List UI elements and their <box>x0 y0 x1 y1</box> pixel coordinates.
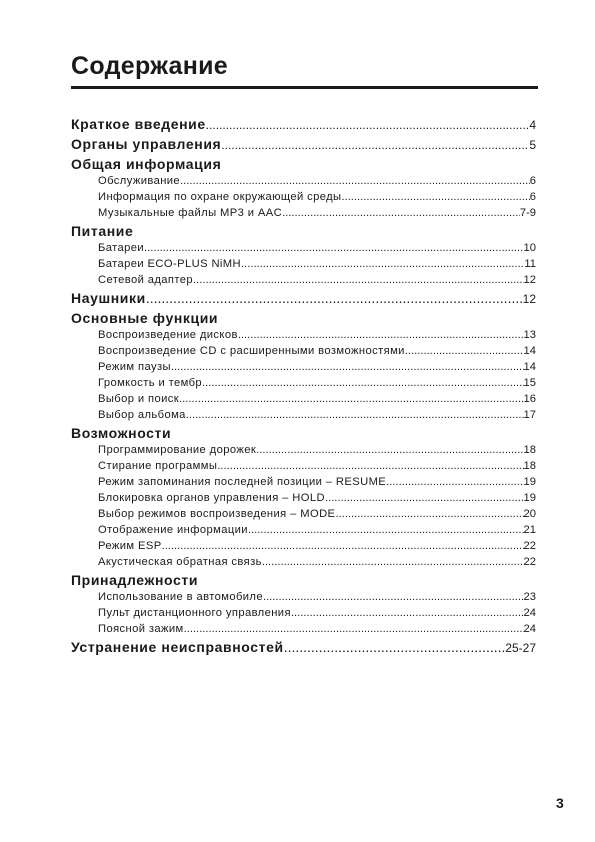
toc-entry <box>71 191 536 207</box>
toc-entry-label: Отображение информации <box>98 524 248 536</box>
dot-leader <box>263 591 524 603</box>
dot-leader <box>202 377 524 389</box>
toc-entry-label: Программирование дорожек <box>98 444 257 456</box>
page-title: Содержание <box>71 52 229 80</box>
toc-entry-page: 4 <box>529 118 536 132</box>
toc-entry-page: 22 <box>523 540 536 552</box>
dot-leader <box>146 290 523 306</box>
dot-leader <box>221 138 529 152</box>
dot-leader <box>282 207 520 219</box>
toc-entry-page: 6 <box>529 191 536 203</box>
dot-leader <box>179 393 524 405</box>
toc-entry-label: Краткое введение <box>71 116 206 132</box>
dot-leader <box>341 191 529 203</box>
toc-section-heading <box>71 572 536 591</box>
dot-leader <box>248 524 524 536</box>
dot-leader <box>241 258 524 270</box>
toc-entry-label: Возможности <box>71 425 172 441</box>
toc-entry-label: Музыкальные файлы MP3 и AAC <box>98 207 283 219</box>
toc-entry-label: Выбор и поиск <box>98 393 180 405</box>
toc-entry-page: 25-27 <box>505 641 536 655</box>
toc-section-heading <box>71 223 536 242</box>
toc-entry-page: 12 <box>523 274 536 286</box>
dot-leader <box>291 607 524 619</box>
toc-entry-label: Блокировка органов управления – HOLD <box>98 492 325 504</box>
toc-entry <box>71 524 536 540</box>
toc-entry-label: Выбор режимов воспроизведения – MODE <box>98 508 336 520</box>
dot-leader <box>405 345 524 357</box>
toc-entry-label: Сетевой адаптер <box>98 274 194 286</box>
toc-entry <box>71 258 536 274</box>
toc-entry <box>71 492 536 508</box>
toc-entry <box>71 444 536 460</box>
toc-entry <box>71 591 536 607</box>
toc-entry-label: Основные функции <box>71 310 219 326</box>
toc-entry-label: Режим паузы <box>98 361 171 373</box>
toc-entry-page: 14 <box>523 361 536 373</box>
toc-entry-page: 20 <box>523 508 536 520</box>
toc-entry-page: 18 <box>523 444 536 456</box>
dot-leader <box>206 118 530 132</box>
toc-entry-label: Обслуживание <box>98 175 181 187</box>
toc-entry-page: 24 <box>523 607 536 619</box>
dot-leader <box>256 444 523 456</box>
dot-leader <box>171 361 524 373</box>
toc-entry-label: Устранение неисправностей <box>71 639 284 655</box>
dot-leader <box>144 242 524 254</box>
dot-leader <box>284 639 506 655</box>
toc-entry-page: 24 <box>523 623 536 635</box>
toc-entry-label: Стирание программы <box>98 460 218 472</box>
toc-entry <box>71 274 536 290</box>
toc-entry-page: 7-9 <box>519 207 536 219</box>
toc-entry <box>71 508 536 524</box>
toc-entry-label: Использование в автомобиле <box>98 591 263 603</box>
toc-entry-label: Информация по охране окружающей среды <box>98 191 342 203</box>
toc-section-heading <box>71 425 536 444</box>
toc-entry-page: 12 <box>522 292 536 306</box>
toc-entry <box>71 136 536 156</box>
toc-entry <box>71 540 536 556</box>
dot-leader <box>335 508 523 520</box>
table-of-contents <box>71 116 536 659</box>
toc-entry-page: 13 <box>523 329 536 341</box>
toc-entry-page: 18 <box>523 460 536 472</box>
dot-leader <box>184 623 524 635</box>
page-number: 3 <box>556 795 564 811</box>
dot-leader <box>186 409 524 421</box>
toc-section-heading <box>71 156 536 175</box>
toc-entry-label: Пульт дистанционного управления <box>98 607 291 619</box>
toc-entry <box>71 623 536 639</box>
toc-entry-page: 5 <box>529 138 536 152</box>
toc-entry-label: Питание <box>71 223 134 239</box>
toc-entry <box>71 116 536 136</box>
toc-entry-page: 19 <box>523 492 536 504</box>
toc-entry-page: 22 <box>523 556 536 568</box>
toc-entry <box>71 175 536 191</box>
toc-entry-page: 14 <box>523 345 536 357</box>
toc-entry-label: Батареи <box>98 242 145 254</box>
toc-entry-label: Органы управления <box>71 136 222 152</box>
toc-entry-label: Выбор альбома <box>98 409 186 421</box>
toc-entry-page: 11 <box>524 258 536 270</box>
toc-entry <box>71 607 536 623</box>
title-underline <box>71 86 538 89</box>
toc-entry <box>71 476 536 492</box>
toc-entry-label: Режим ESP <box>98 540 162 552</box>
toc-entry-page: 6 <box>529 175 536 187</box>
toc-entry <box>71 393 536 409</box>
toc-entry-label: Общая информация <box>71 156 222 172</box>
toc-entry <box>71 242 536 258</box>
dot-leader <box>325 492 524 504</box>
dot-leader <box>162 540 524 552</box>
toc-entry <box>71 639 536 659</box>
toc-entry-label: Акустическая обратная связь <box>98 556 262 568</box>
toc-entry-page: 10 <box>523 242 536 254</box>
toc-entry <box>71 361 536 377</box>
toc-entry-page: 21 <box>523 524 536 536</box>
dot-leader <box>217 460 523 472</box>
toc-entry-label: Воспроизведение CD с расширенными возможностями <box>98 345 405 357</box>
toc-entry-page: 16 <box>523 393 536 405</box>
toc-entry <box>71 460 536 476</box>
toc-entry <box>71 329 536 345</box>
toc-entry-label: Наушники <box>71 290 146 306</box>
toc-section-heading <box>71 310 536 329</box>
toc-entry-page: 19 <box>523 476 536 488</box>
toc-entry-label: Воспроизведение дисков <box>98 329 238 341</box>
dot-leader <box>180 175 530 187</box>
toc-entry-page: 23 <box>523 591 536 603</box>
toc-entry-page: 15 <box>523 377 536 389</box>
dot-leader <box>262 556 524 568</box>
toc-entry <box>71 556 536 572</box>
toc-entry <box>71 207 536 223</box>
dot-leader <box>193 274 524 286</box>
dot-leader <box>238 329 524 341</box>
toc-entry-page: 17 <box>523 409 536 421</box>
toc-entry-label: Громкость и тембр <box>98 377 203 389</box>
toc-entry-label: Поясной зажим <box>98 623 184 635</box>
dot-leader <box>386 476 523 488</box>
toc-entry <box>71 290 536 310</box>
toc-entry <box>71 409 536 425</box>
toc-entry-label: Режим запоминания последней позиции – RESUME <box>98 476 387 488</box>
toc-entry-label: Батареи ECO-PLUS NiMH <box>98 258 242 270</box>
toc-entry <box>71 377 536 393</box>
toc-entry <box>71 345 536 361</box>
toc-entry-label: Принадлежности <box>71 572 199 588</box>
